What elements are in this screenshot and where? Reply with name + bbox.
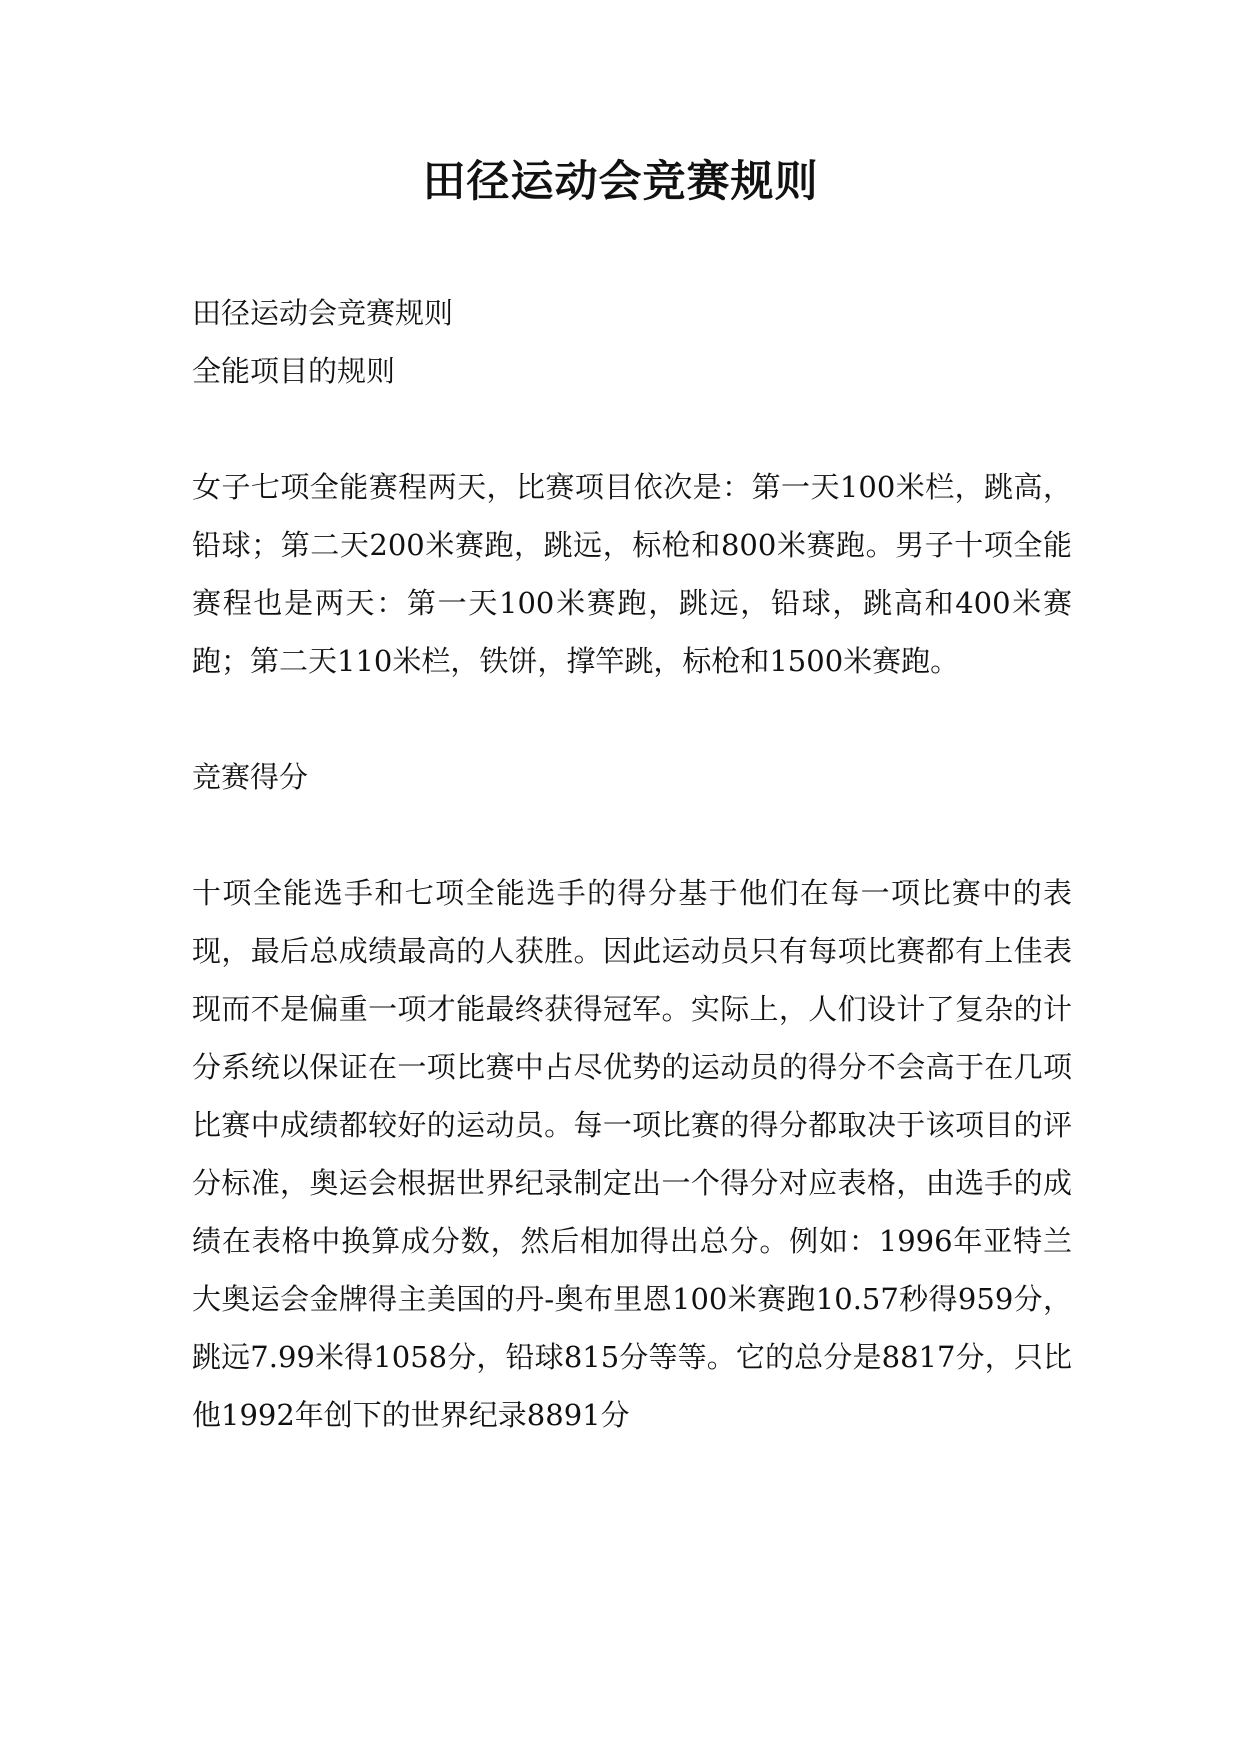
- document-body: [192, 284, 1072, 1444]
- heading-line-1: 田径运动会竞赛规则: [192, 296, 454, 330]
- heading-line-2: 全能项目的规则: [192, 354, 396, 388]
- paragraph-scoring: 十项全能选手和七项全能选手的得分基于他们在每一项比赛中的表现，最后总成绩最高的人获胜。因此运动员只有每项比赛都有上佳表现而不是偏重一项才能最终获得冠军。实际上，人们设计了复杂的计分系统以保证在一项比赛中占尽优势的运动员的得分不会高于在几项比赛中成绩都较好的运动员。每一项比赛的得分都取决于该项目的评分标准，奥运会根据世界纪录制定出一个得分对应表格，由选手的成绩在表格中换算成分数，然后相加得出总分。例如：1996年亚特兰大奥运会金牌得主美国的丹-奥布里恩100米赛跑10.57秒得959分，跳远7.99米得1058分，铅球815分等等。它的总分是8817分，只比他1992年创下的世界纪录8891分: [192, 876, 1072, 1432]
- paragraph-gap: [192, 690, 1072, 748]
- paragraph-schedule: 女子七项全能赛程两天，比赛项目依次是：第一天100米栏，跳高，铅球；第二天200米赛跑，跳远，标枪和800米赛跑。男子十项全能赛程也是两天：第一天100米赛跑，跳远，铅球，跳高和400米赛跑；第二天110米栏，铁饼，撑竿跳，标枪和1500米赛跑。: [192, 470, 1072, 678]
- section-heading-scoring: 竞赛得分: [192, 760, 309, 794]
- paragraph-gap: [192, 806, 1072, 864]
- paragraph-gap: [192, 400, 1072, 458]
- document-title: 田径运动会竞赛规则: [422, 157, 819, 207]
